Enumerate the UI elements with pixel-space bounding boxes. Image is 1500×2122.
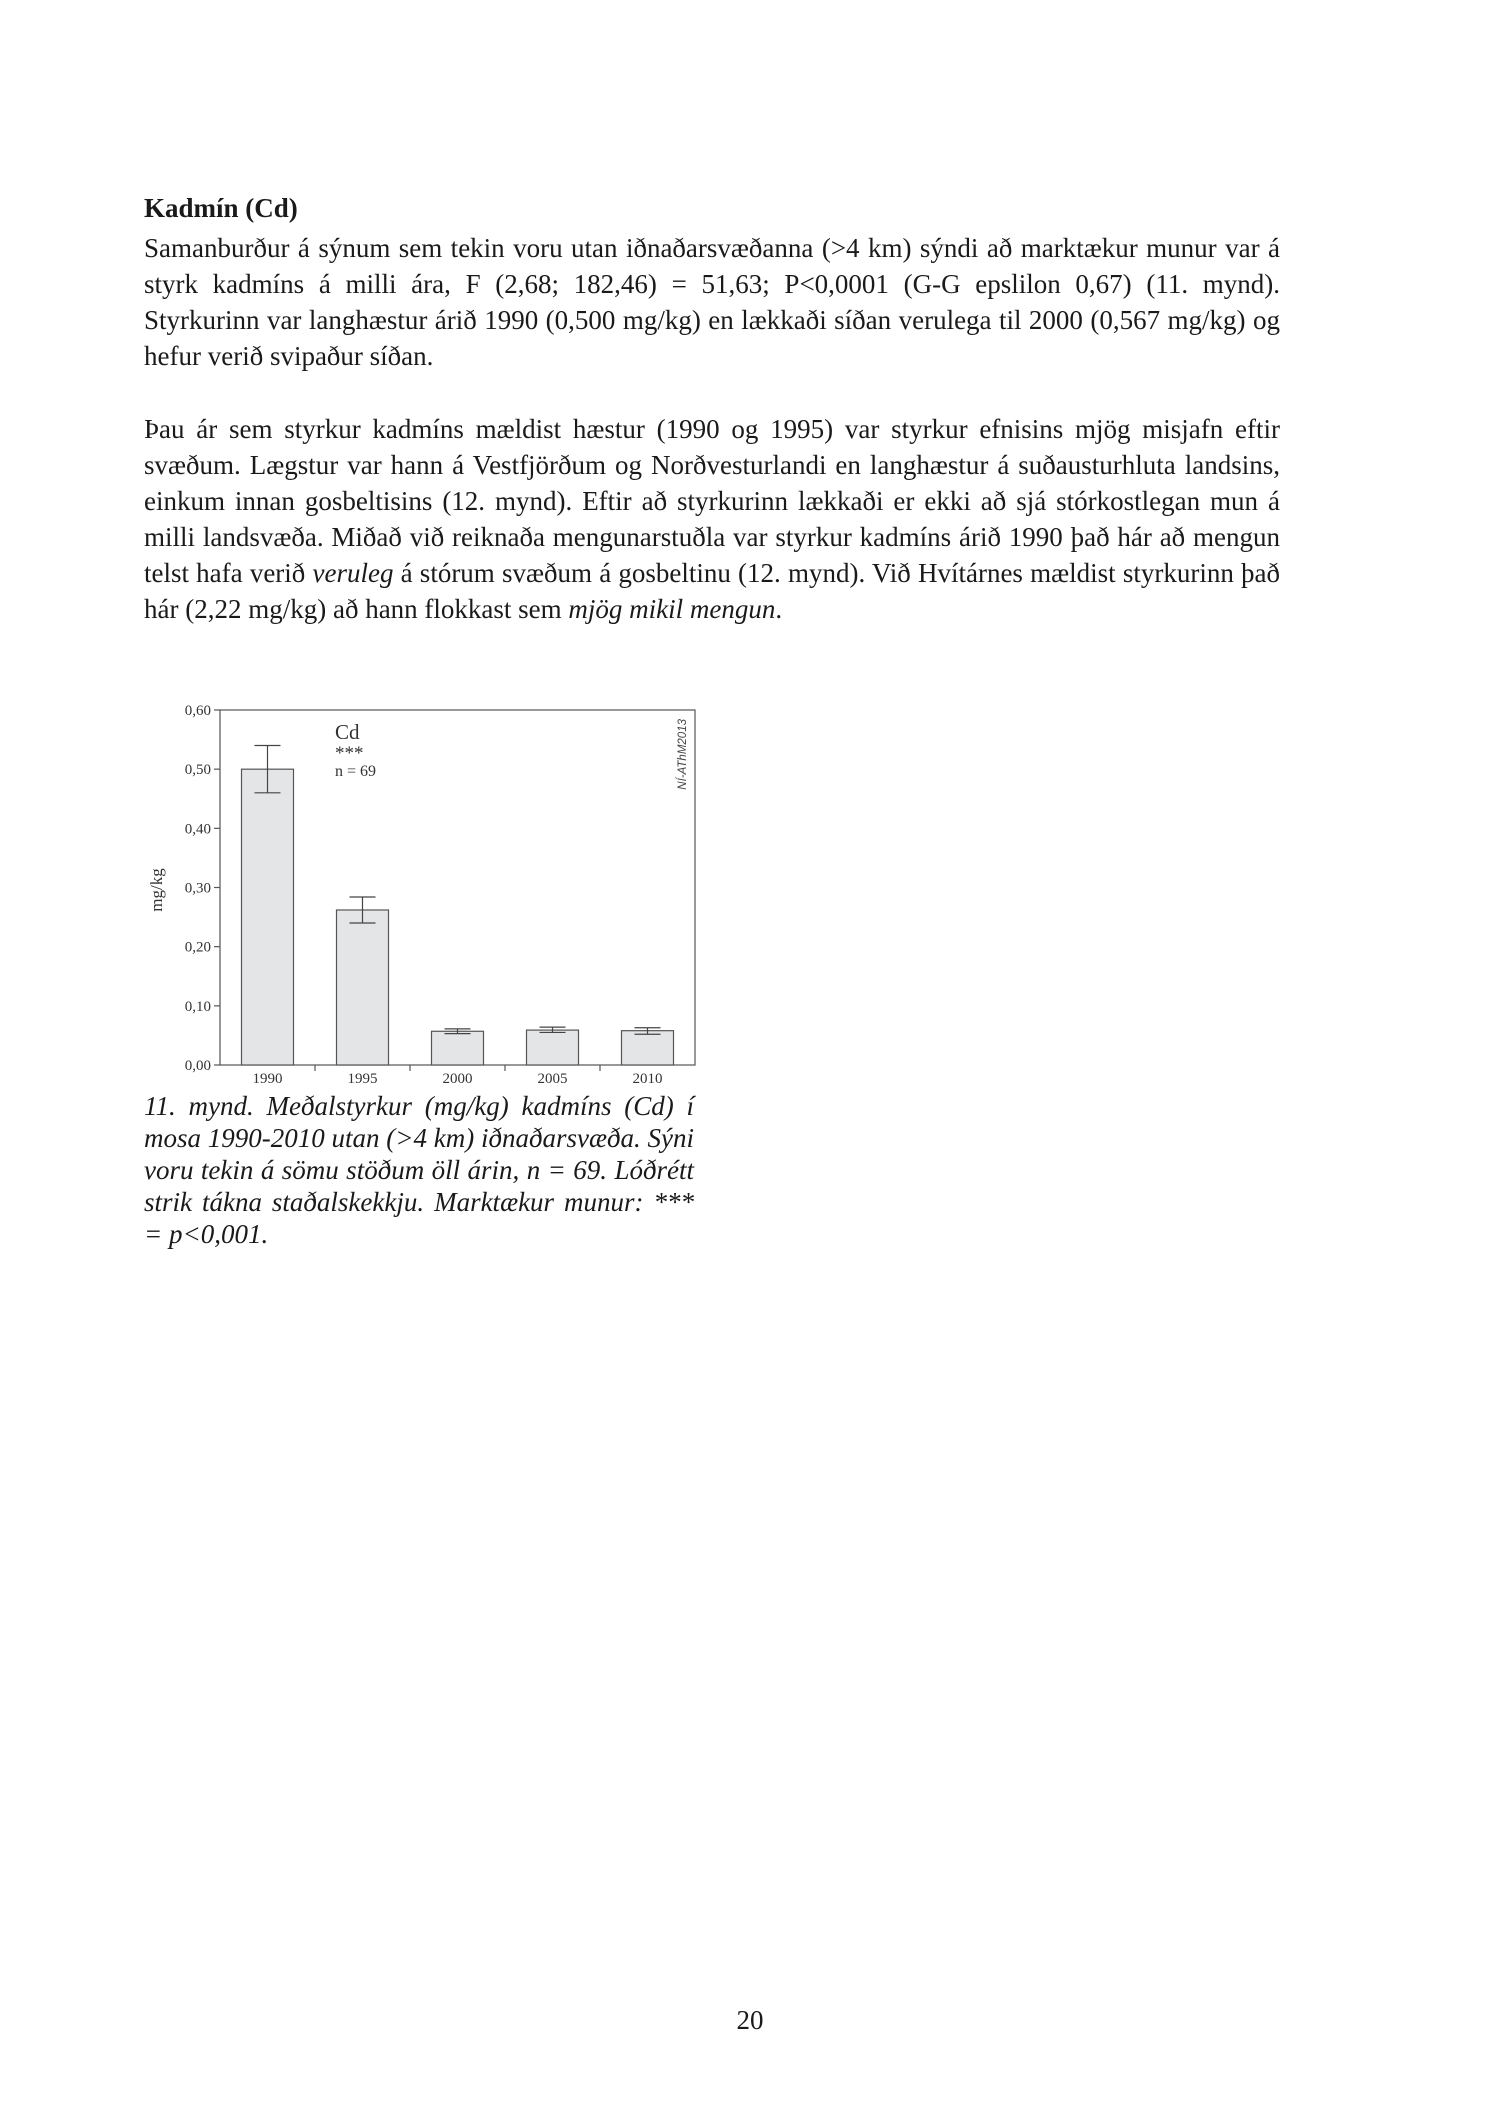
page-number: 20	[736, 2005, 764, 2035]
section-heading: Kadmín (Cd)	[144, 193, 298, 223]
annotation-significance: ***	[335, 743, 364, 764]
figure-11-chart	[140, 692, 710, 1102]
y-tick-label: 0,30	[184, 880, 211, 897]
x-tick-label-1990: 1990	[252, 1071, 283, 1087]
y-tick-label: 0,40	[184, 821, 211, 838]
bar-1995	[337, 910, 389, 1065]
paragraph-2	[144, 411, 1280, 627]
y-axis-label: mg/kg	[147, 868, 166, 912]
paragraph-2-emphasis-mikil-mengun: mjög mikil mengun	[568, 594, 776, 624]
bar-2005	[527, 1030, 579, 1065]
x-tick-label-2010: 2010	[632, 1071, 663, 1087]
y-axis	[185, 703, 220, 1074]
paragraph-2-text-a: Þau ár sem styrkur kadmíns mældist hæstur (1990 og 1995) var styrkur efnisins mjög misjafn eftir svæðum. Lægstur var hann á Vestfjörðum og Norðvesturlandi en langhæstur á suðausturhluta landsins, einkum innan gosbeltisins (12. mynd). Eftir að styrkurinn lækkaði er ekki að sjá stórkostlegan mun á milli landsvæða. Miðað við reiknaða mengunarstuðla var styrkur kadmíns árið 1990 það hár að mengun telst hafa verið	[144, 414, 1280, 588]
cadmium-bar-chart	[140, 692, 710, 1102]
x-axis	[253, 1065, 663, 1087]
paragraph-1: Samanburður á sýnum sem tekin voru utan iðnaðarsvæðanna (>4 km) sýndi að marktækur munur var á styrk kadmíns á milli ára, F (2,68; 182,46) = 51,63; P<0,0001 (G-G epslilon 0,67) (11. mynd). Styrkurinn var langhæstur árið 1990 (0,500 mg/kg) en lækkaði síðan verulega til 2000 (0,567 mg/kg) og hefur verið svipaður síðan.	[144, 233, 1280, 371]
bar-2000	[432, 1031, 484, 1065]
y-tick-label: 0,10	[184, 998, 211, 1015]
x-tick-label-1995: 1995	[347, 1071, 378, 1087]
annotation-title: Cd	[335, 720, 360, 744]
bar-2010	[622, 1031, 674, 1065]
annotation-n: n = 69	[335, 763, 377, 780]
paragraph-2-emphasis-veruleg: veruleg	[312, 558, 394, 588]
x-tick-label-2005: 2005	[537, 1071, 568, 1087]
paragraph-2-text-b: á stórum svæðum á gosbeltinu (12. mynd). Við Hvítárnes mældist styrkurinn það hár (2,22 mg/kg) að hann flokkast sem	[144, 558, 1280, 624]
y-tick-label: 0,50	[184, 762, 211, 779]
paragraph-2-text-c: .	[775, 594, 783, 624]
y-tick-label: 0,00	[184, 1058, 211, 1074]
y-tick-label: 0,60	[184, 703, 211, 719]
watermark-label: NÍ-AThM2013	[677, 719, 689, 790]
x-tick-label-2000: 2000	[442, 1071, 473, 1087]
figure-caption: 11. mynd. Meðalstyrkur (mg/kg) kadmíns (Cd) í mosa 1990-2010 utan (>4 km) iðnaðarsvæða. Sýni voru tekin á sömu stöðum öll árin, n = 69. Lóðrétt strik tákna staðalskekkju. Marktækur munur: *** = p<0,001.	[144, 1091, 694, 1249]
bar-1990	[242, 769, 294, 1065]
y-tick-label: 0,20	[184, 939, 211, 956]
